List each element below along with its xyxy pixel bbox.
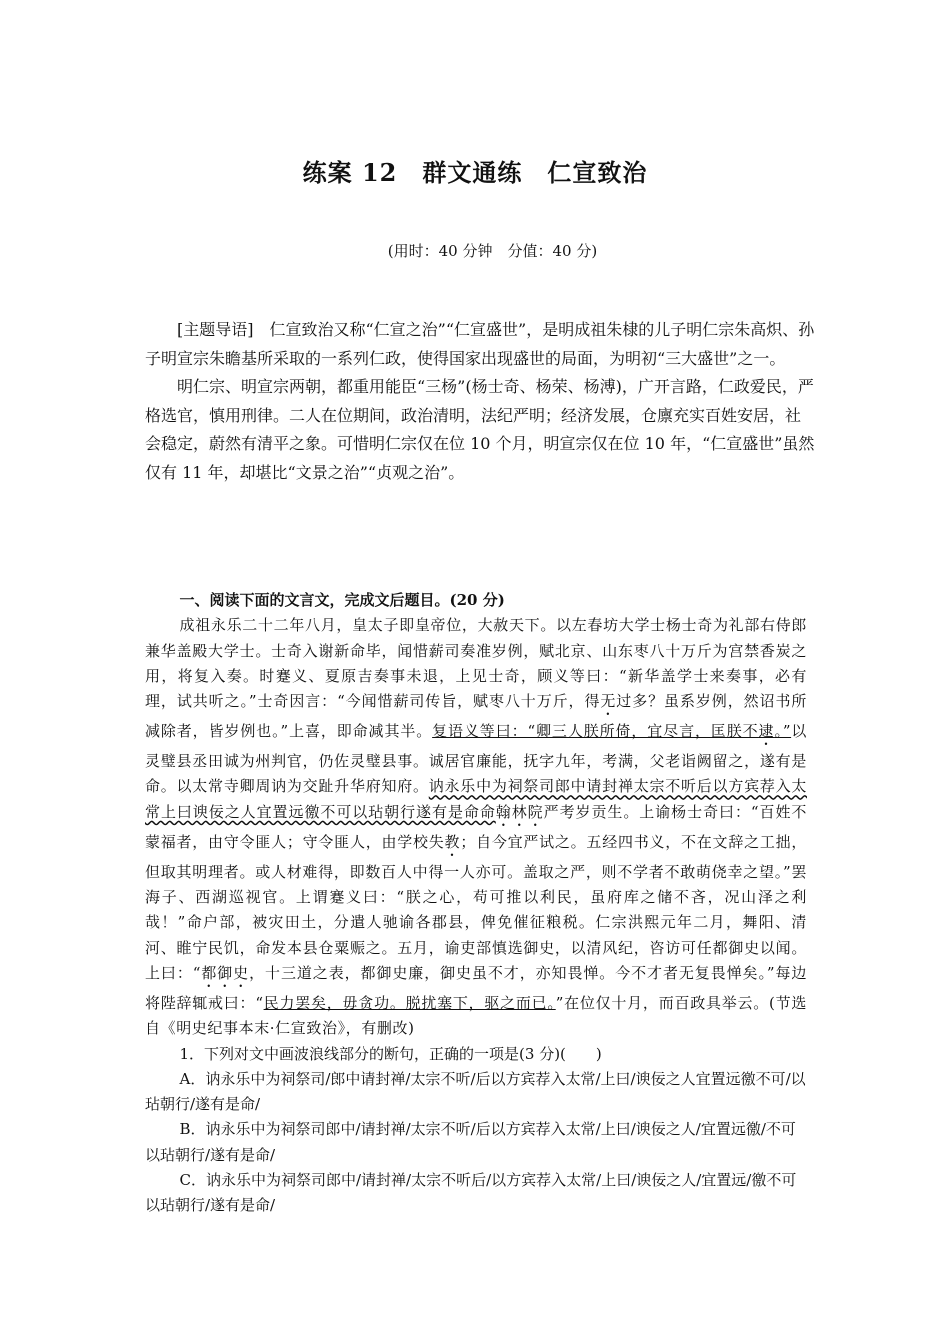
intro-text-1: 仁宣致治又称“仁宣之治”“仁宣盛世”，是明成祖朱棣的儿子明仁宗朱高炽、孙子明宣宗朱瞻基所采取的一系列仁政，使得国家出现盛世的局面，为明初“三大盛世”之一。: [145, 320, 815, 368]
passage-text: ”在位仅十月，而百政具举云。: [555, 993, 770, 1012]
intro-label: [主题导语]: [177, 320, 254, 339]
classical-passage: [145, 613, 807, 1041]
time-score-info: (用时：40 分钟 分值：40 分): [387, 242, 598, 260]
dotted-word: 逮: [758, 722, 775, 741]
passage-source: (节选自《明史纪事本末·仁宣致治》，有删改): [145, 993, 807, 1038]
dotted-word: 翰林院: [495, 802, 544, 821]
section-heading: 一、阅读下面的文言文，完成文后题目。(20 分): [179, 591, 505, 609]
dotted-word: 都御史: [201, 963, 250, 982]
question-1-option-a: A．讷永乐中为祠祭司/郎中请封禅/太宗不听/后以方宾荐入太常/上曰/谀佞之人宜置远徼不可/以玷朝行/遂有是命/: [145, 1069, 806, 1114]
underlined-sentence-1-end: 。”: [774, 722, 792, 741]
passage-text: 严考岁贡生。上谕杨士奇曰：“百姓不蒙福者，由守令匪人；守令匪人，由学校失: [145, 802, 808, 851]
question-1-option-c: C．讷永乐中为祠祭司郎中/请封禅/太宗不听后/以方宾荐入太常/上曰/谀佞之人/宜置远/徼不可以玷朝行/遂有是命/: [145, 1171, 797, 1215]
passage-text: 以灵璧县丞田诚为州判官，仍佐灵璧县事。诚居官廉能，抚字九年，考满，父老诣阙留之，遂有是命。以太常寺卿周讷为交趾升华府知府。: [145, 722, 808, 796]
dotted-word: 教: [444, 832, 461, 851]
intro-paragraph-1: [145, 316, 815, 373]
theme-intro: [145, 316, 815, 487]
reading-section: [145, 588, 807, 1219]
question-1-option-b: B．讷永乐中为祠祭司郎中/请封禅/太宗不听/后以方宾荐入太常/上曰/谀佞之人/宜置远徼/不可以玷朝行/遂有是命/: [145, 1120, 796, 1164]
question-1-stem: 1．下列对文中画波浪线部分的断句，正确的一项是(3 分)( ): [179, 1044, 602, 1063]
passage-text: 过多？虽系岁例，然诏书所减除者，皆岁例也。”上喜，即命减其半。: [145, 692, 807, 741]
passage-text: ；自今宜严试之。五经四书义，不在文辞之工拙，但取其明理者。或人材难得，即数百人中得一人亦可。盖取之严，则不学者不敢萌侥幸之望。”罢海子、西湖巡视官。上谓蹇义曰：“朕之心，苟可推以利民，虽府库之储不吝，况山泽之利哉！”命户部，被灾田土，分遣人驰谕各郡县，俾免催征粮税。仁宗洪熙元年二月，舞阳、清河、睢宁民饥，命发本县仓粟赈之。五月，谕吏部慎选御史，以清风纪，咨访可任都御史以闻。上曰：“: [145, 832, 807, 982]
underlined-sentence-2: 民力罢矣，毋贪功。脱扰塞下，驱之而已。: [263, 993, 556, 1012]
dotted-word: 无: [600, 692, 617, 711]
intro-paragraph-2: 明仁宗、明宣宗两朝，都重用能臣“三杨”(杨士奇、杨荣、杨溥)，广开言路，仁政爱民，严格选官，慎用刑律。二人在位期间，政治清明，法纪严明；经济发展，仓廪充实百姓安居，社会稳定，蔚然有清平之象。可惜明仁宗仅在位 10 个月，明宣宗仅在位 10 年，“仁宣盛世”虽然仅有 11 年，却堪比“文景之治”“贞观之治”。: [145, 377, 815, 482]
passage-text: ，十三道之表，都御史廉，御史虽不才，亦知畏惮。今不才者无复畏惮矣。”每边将陛辞辄戒曰：“: [145, 963, 807, 1012]
wavy-underlined-segment: 讷永乐中为祠祭司郎中请封禅太宗不听后以方宾荐入太常上曰谀佞之人宜置远徼不可以玷朝行遂有是命命: [145, 777, 807, 821]
passage-text: 成祖永乐二十二年八月，皇太子即皇帝位，大赦天下。以左春坊大学士杨士奇为礼部右侍郎兼华盖殿大学士。士奇入谢新命毕，闻惜薪司奏准岁例，赋北京、山东枣八十万斤为宫禁香炭之用，将复入奏。时蹇义、夏原吉奏事未退，上见士奇，顾义等曰：“新华盖学士来奏事，必有理，试共听之。”士奇因言：“今闻惜薪司传旨，赋枣八十万斤，得: [145, 616, 807, 711]
page-title: 练案 12 群文通练 仁宣致治: [302, 158, 648, 187]
underlined-sentence-1: 复语义等曰：“卿三人朕所倚，宜尽言，匡朕不: [432, 722, 759, 741]
